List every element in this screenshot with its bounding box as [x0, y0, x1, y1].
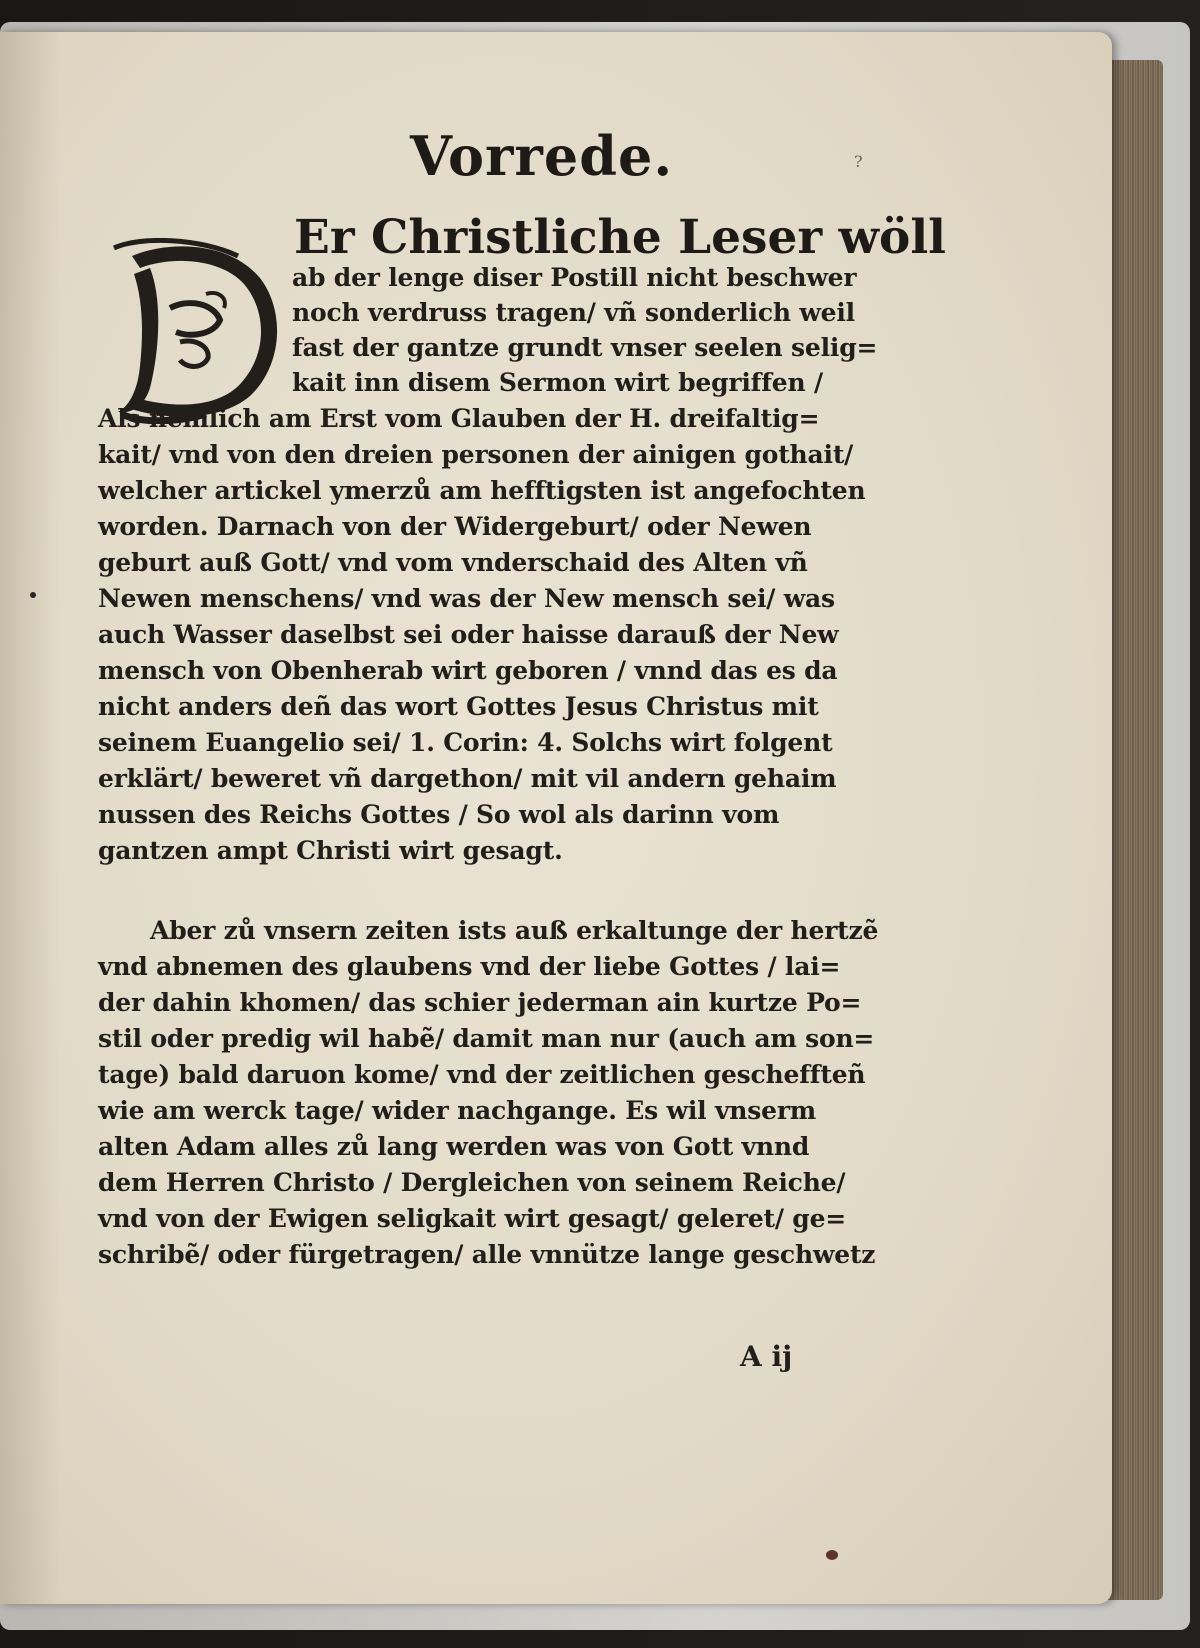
- text-line: welcher artickel ymerzů am hefftigsten ist angefochten: [98, 476, 866, 505]
- text-line: worden. Darnach von der Widergeburt/ oder Newen: [98, 512, 812, 541]
- page-heading: Vorrede.: [410, 124, 674, 188]
- text-line: fast der gantze grundt vnser seelen selig=: [292, 333, 878, 362]
- text-line: gantzen ampt Christi wirt gesagt.: [98, 836, 563, 865]
- text-line: alten Adam alles zů lang werden was von Gott vnnd: [98, 1132, 810, 1161]
- text-line: ab der lenge diser Postill nicht beschwer: [292, 263, 857, 292]
- text-line: Newen menschens/ vnd was der New mensch sei/ was: [98, 584, 835, 613]
- book-page: [0, 32, 1112, 1604]
- text-line: wie am werck tage/ wider nachgange. Es wil vnserm: [98, 1096, 817, 1125]
- text-line: kait inn disem Sermon wirt begriffen /: [292, 368, 823, 397]
- text-line: erklärt/ beweret vñ dargethon/ mit vil andern gehaim: [98, 764, 837, 793]
- text-line: der dahin khomen/ das schier jederman ain kurtze Po=: [98, 988, 862, 1017]
- text-line: auch Wasser daselbst sei oder haisse darauß der New: [98, 620, 839, 649]
- signature-mark: A ij: [740, 1340, 793, 1373]
- text-line: dem Herren Christo / Dergleichen von seinem Reiche/: [98, 1168, 846, 1197]
- text-line: vnd von der Ewigen seligkait wirt gesagt/ geleret/ ge=: [98, 1204, 847, 1233]
- text-line: stil oder predig wil habẽ/ damit man nur (auch am son=: [98, 1024, 875, 1053]
- first-line: Er Christliche Leser wöll: [294, 210, 947, 265]
- text-line: schribẽ/ oder fürgetragen/ alle vnnütze lange geschwetz: [98, 1240, 876, 1269]
- ink-stain: [826, 1550, 838, 1560]
- page-edges: [1105, 60, 1163, 1600]
- text-line: noch verdruss tragen/ vñ sonderlich weil: [292, 298, 855, 327]
- margin-mark: ?: [854, 152, 863, 171]
- text-line: mensch von Obenherab wirt geboren / vnnd das es da: [98, 656, 838, 685]
- decorated-initial-icon: [110, 238, 286, 424]
- text-line: vnd abnemen des glaubens vnd der liebe Gottes / lai=: [98, 952, 841, 981]
- text-line: kait/ vnd von den dreien personen der ainigen gothait/: [98, 440, 854, 469]
- text-line: geburt auß Gott/ vnd vom vnderschaid des Alten vñ: [98, 548, 808, 577]
- text-line: seinem Euangelio sei/ 1. Corin: 4. Solchs wirt folgent: [98, 728, 833, 757]
- text-line: tage) bald daruon kome/ vnd der zeitlichen gescheffteñ: [98, 1060, 866, 1089]
- text-line: Als nemlich am Erst vom Glauben der H. dreifaltig=: [98, 404, 820, 433]
- text-line: nicht anders deñ das wort Gottes Jesus Christus mit: [98, 692, 819, 721]
- text-line: Aber zů vnsern zeiten ists auß erkaltunge der hertzẽ: [150, 916, 879, 945]
- text-line: nussen des Reichs Gottes / So wol als darinn vom: [98, 800, 780, 829]
- ink-dot: [30, 592, 36, 598]
